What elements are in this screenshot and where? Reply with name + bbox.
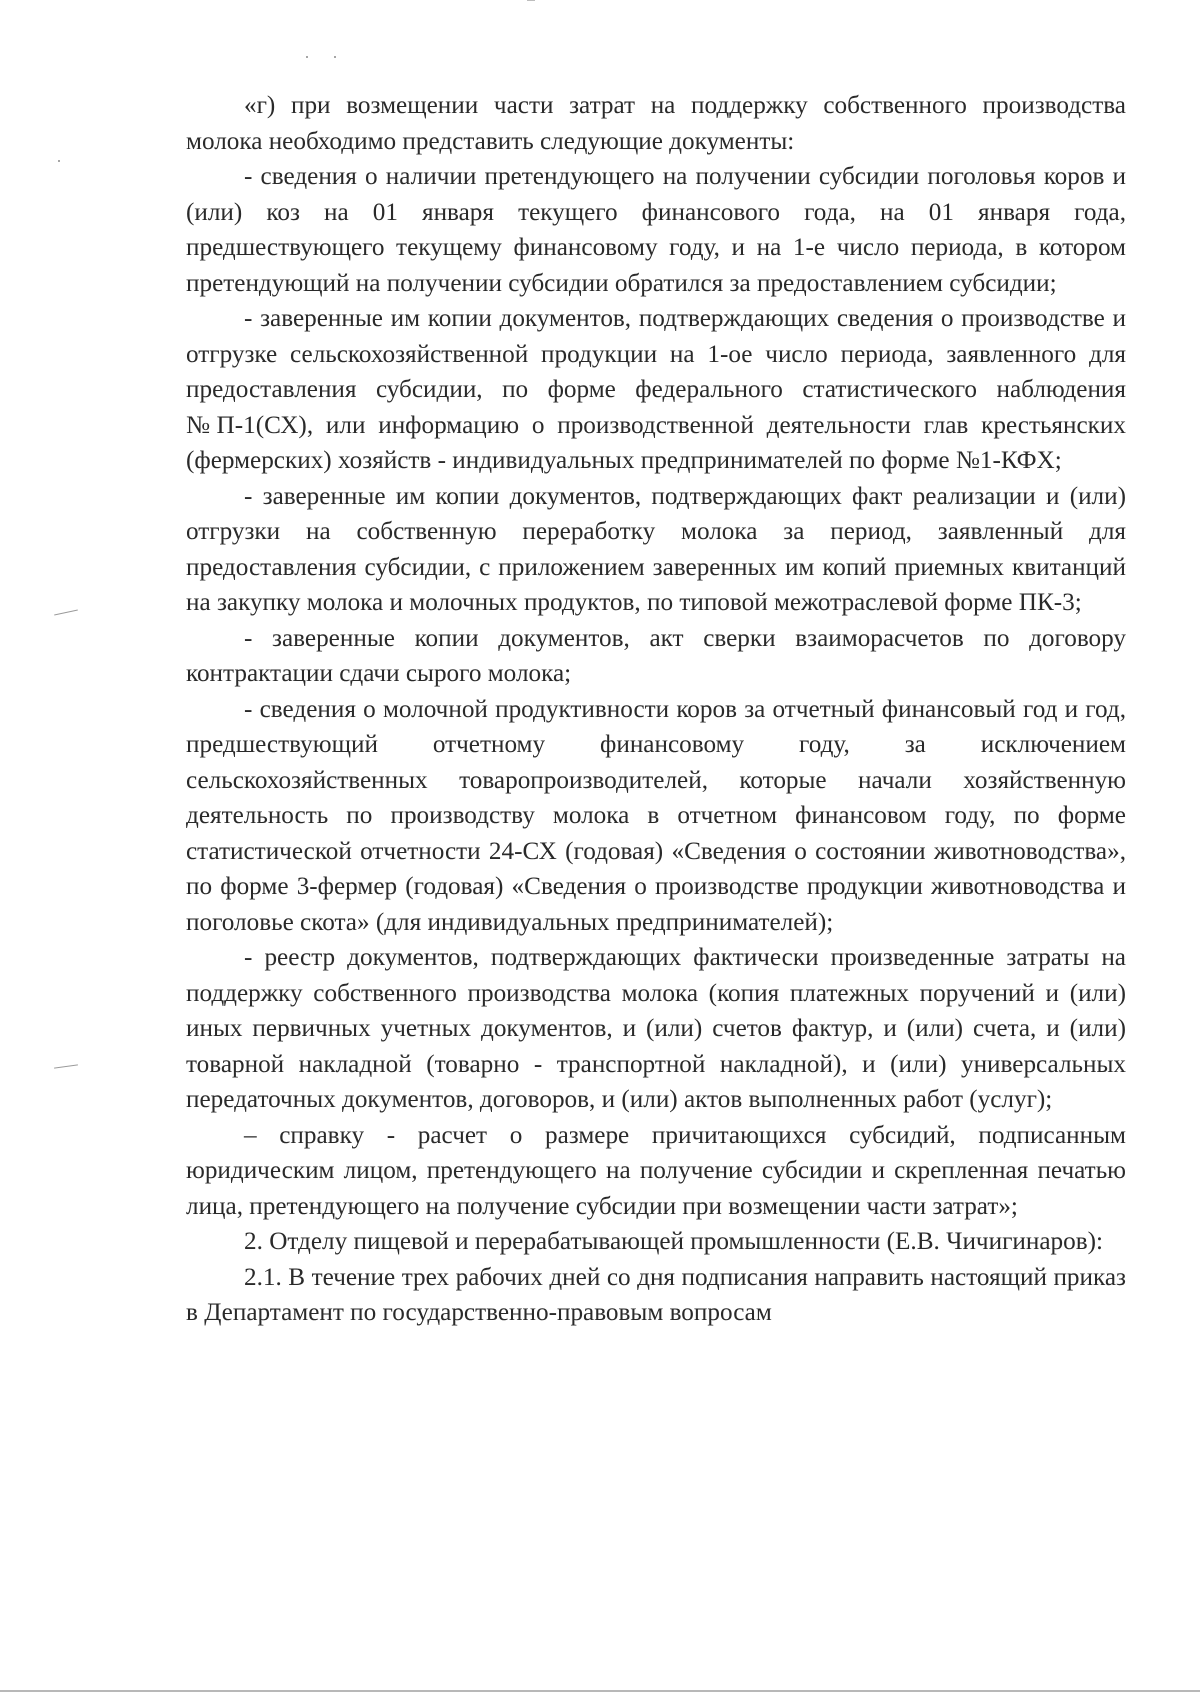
paragraph-item-2: 2. Отделу пищевой и перерабатывающей промышленности (Е.В. Чичигинаров): (244, 1228, 1104, 1255)
paragraph-production-copies: - заверенные им копии документов, подтверждающих сведения о производстве и отгрузке сельскохозяйственной продукции на 1-ое число периода, заявленного для предоставления субсидии, по форме федерального статистического наблюдения №П-1(СХ), или информацию о производственной деятельности глав крестьянских (фермерских) хозяйств - индивидуальных предпринимателей по форме №1-КФХ; (186, 305, 1126, 474)
paragraph-registry: - реестр документов, подтверждающих фактически произведенные затраты на поддержку собственного производства молока (копия платежных поручений и (или) иных первичных учетных документов, и (или) счетов фактур, и (или) счета, и (или) товарной накладной (товарно - транспортной накладной), и (или) универсальных передаточных документов, договоров, и (или) актов выполненных работ (услуг); (186, 944, 1126, 1113)
scan-artifact-left-2 (54, 1064, 78, 1068)
scan-artifact-dot-3 (58, 160, 60, 162)
paragraph-calculation: – справку - расчет о размере причитающихся субсидий, подписанным юридическим лицом, претендующего на получение субсидии и скрепленная печатью лица, претендующего на получение субсидии при возмещении части затрат»; (186, 1121, 1126, 1220)
paragraph-g-intro: «г) при возмещении части затрат на поддержку собственного производства молока необходимо представить следующие документы: (186, 92, 1126, 155)
scan-artifact-dot-1 (306, 56, 308, 58)
scan-bottom-edge (0, 1690, 1200, 1692)
paragraph-item-2-1: 2.1. В течение трех рабочих дней со дня подписания направить настоящий приказ в Департамент по государственно-правовым вопросам (186, 1263, 1126, 1326)
scan-artifact-left-1 (54, 610, 78, 616)
paragraph-livestock-info: - сведения о наличии претендующего на получении субсидии поголовья коров и (или) коз на 01 января текущего финансового года, на 01 января года, предшествующего текущему финансовому году, и на 1-е число периода, в котором претендующий на получении субсидии обратился за предоставлением субсидии; (186, 163, 1126, 297)
scan-artifact-dot-2 (334, 56, 336, 58)
paragraph-sales-copies: - заверенные им копии документов, подтверждающих факт реализации и (или) отгрузки на собственную переработку молока за период, заявленный для предоставления субсидии, с приложением заверенных им копий приемных квитанций на закупку молока и молочных продуктов, по типовой межотраслевой форме ПК-3; (186, 482, 1126, 616)
scan-artifact-top (527, 0, 535, 1)
paragraph-reconciliation: - заверенные копии документов, акт сверки взаиморасчетов по договору контрактации сдачи сырого молока; (186, 624, 1126, 687)
paragraph-productivity: - сведения о молочной продуктивности коров за отчетный финансовый год и год, предшествующий отчетному финансовому году, за исключением сельскохозяйственных товаропроизводителей, которые начали хозяйственную деятельность по производству молока в отчетном финансовом году, по форме статистической отчетности 24-СХ (годовая) «Сведения о состоянии животноводства», по форме 3-фермер (годовая) «Сведения о производстве продукции животноводства и поголовье скота» (для индивидуальных предпринимателей); (186, 695, 1126, 936)
document-body (186, 88, 1126, 1331)
